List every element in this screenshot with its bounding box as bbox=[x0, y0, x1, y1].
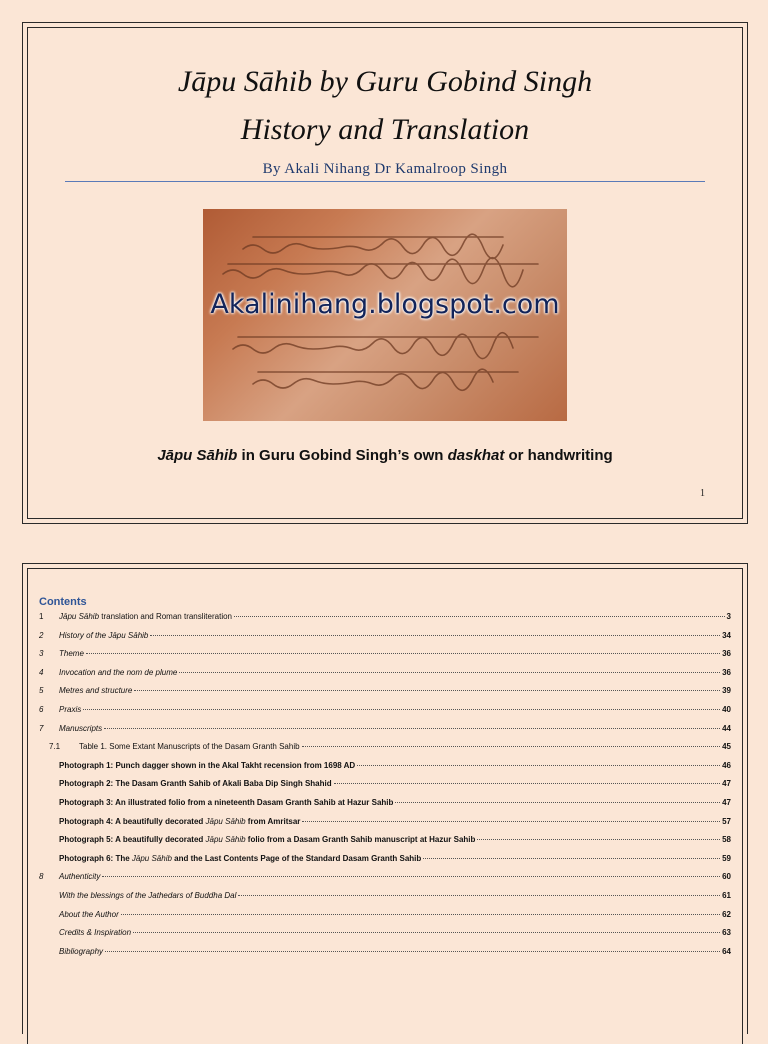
title-line-1: Jāpu Sāhib by Guru Gobind Singh bbox=[177, 65, 593, 98]
toc-leader-dots bbox=[121, 914, 720, 915]
toc-entry-label-rest: folio from a Dasam Granth Sahib manuscript at Hazur Sahib bbox=[245, 835, 476, 845]
toc-entry-page: 47 bbox=[722, 797, 731, 807]
toc-entry-page: 64 bbox=[722, 946, 731, 956]
toc-entry[interactable] bbox=[39, 947, 731, 966]
toc-entry[interactable] bbox=[39, 742, 731, 761]
toc-entry-page: 39 bbox=[722, 686, 731, 696]
toc-entry-label-text: Photograph 4: A beautifully decorated bbox=[59, 816, 206, 826]
toc-entry-page: 45 bbox=[722, 742, 731, 752]
toc-entry-number: 4 bbox=[39, 667, 44, 677]
toc-entry-page: 59 bbox=[722, 853, 731, 863]
toc-leader-dots bbox=[234, 616, 725, 617]
toc-entry-label bbox=[59, 817, 300, 826]
toc-entry-label: About the Author bbox=[59, 909, 119, 919]
toc-entry-label: Photograph 2: The Dasam Granth Sahib of Akali Baba Dip Singh Shahid bbox=[59, 779, 332, 789]
caption-text-end: or handwriting bbox=[504, 447, 613, 464]
contents-page bbox=[22, 563, 748, 1034]
toc-entry-label-text: Photograph 5: A beautifully decorated bbox=[59, 835, 206, 845]
toc-entry-number: 8 bbox=[39, 872, 44, 882]
toc-entry-label: Manuscripts bbox=[59, 723, 103, 733]
toc-entry[interactable] bbox=[39, 854, 731, 873]
toc-leader-dots bbox=[179, 672, 720, 673]
toc-entry-label bbox=[59, 854, 421, 863]
toc-entry[interactable] bbox=[39, 631, 731, 650]
contents-list bbox=[39, 612, 731, 965]
toc-entry[interactable] bbox=[39, 910, 731, 929]
manuscript-image bbox=[203, 209, 567, 421]
toc-leader-dots bbox=[105, 951, 720, 952]
toc-entry[interactable] bbox=[39, 649, 731, 668]
toc-entry[interactable] bbox=[39, 891, 731, 910]
toc-entry-number: 7.1 bbox=[49, 742, 61, 752]
toc-entry-label-text: translation and Roman transliteration bbox=[99, 612, 232, 621]
toc-entry-label: Photograph 3: An illustrated folio from a nineteenth Dasam Granth Sahib at Hazur Sahib bbox=[59, 797, 394, 807]
toc-entry[interactable] bbox=[39, 686, 731, 705]
toc-entry-number: 3 bbox=[39, 649, 44, 659]
toc-entry[interactable] bbox=[39, 724, 731, 743]
toc-leader-dots bbox=[395, 802, 720, 803]
toc-entry-page: 44 bbox=[722, 723, 731, 733]
toc-entry-label bbox=[59, 612, 232, 621]
toc-entry[interactable] bbox=[39, 928, 731, 947]
toc-leader-dots bbox=[477, 839, 720, 840]
toc-entry-label-rest: from Amritsar bbox=[245, 816, 301, 826]
toc-entry-page: 61 bbox=[722, 890, 731, 900]
toc-entry-number: 2 bbox=[39, 630, 44, 640]
toc-entry-number: 6 bbox=[39, 704, 44, 714]
toc-entry-page: 3 bbox=[726, 612, 731, 621]
toc-leader-dots bbox=[134, 690, 720, 691]
toc-leader-dots bbox=[423, 858, 720, 859]
toc-entry-number: 5 bbox=[39, 686, 44, 696]
toc-entry-label: Metres and structure bbox=[59, 686, 133, 696]
toc-entry-page: 36 bbox=[722, 667, 731, 677]
toc-entry-label: Authenticity bbox=[59, 872, 101, 882]
toc-leader-dots bbox=[133, 932, 720, 933]
toc-entry-page: 46 bbox=[722, 760, 731, 770]
toc-leader-dots bbox=[150, 635, 720, 636]
toc-entry-page: 36 bbox=[722, 649, 731, 659]
toc-entry-emphasis: Jāpu Sāhib bbox=[131, 853, 172, 863]
toc-leader-dots bbox=[102, 876, 720, 877]
toc-entry-label-text: Photograph 6: The bbox=[59, 853, 132, 863]
toc-entry[interactable] bbox=[39, 779, 731, 798]
toc-entry-number: 1 bbox=[39, 612, 44, 621]
toc-entry-label bbox=[59, 835, 475, 844]
caption-title: Jāpu Sāhib bbox=[157, 447, 238, 464]
page-number: 1 bbox=[700, 488, 705, 499]
toc-entry-page: 34 bbox=[722, 630, 731, 640]
toc-entry[interactable] bbox=[39, 612, 731, 631]
toc-entry-page: 57 bbox=[722, 816, 731, 826]
toc-entry[interactable] bbox=[39, 817, 731, 836]
toc-entry[interactable] bbox=[39, 668, 731, 687]
toc-entry-page: 63 bbox=[722, 928, 731, 938]
toc-leader-dots bbox=[334, 783, 720, 784]
toc-leader-dots bbox=[302, 746, 721, 747]
toc-entry-label: Theme bbox=[59, 649, 84, 659]
toc-entry[interactable] bbox=[39, 761, 731, 780]
title-rule bbox=[65, 181, 705, 182]
toc-entry-label-rest: and the Last Contents Page of the Standard Dasam Granth Sahib bbox=[171, 853, 422, 863]
toc-leader-dots bbox=[357, 765, 720, 766]
toc-entry-label: History of the Jāpu Sāhib bbox=[59, 630, 149, 640]
toc-entry-emphasis: Jāpu Sāhib bbox=[205, 816, 246, 826]
caption-text: in Guru Gobind Singh’s own bbox=[237, 447, 448, 464]
title-line-2: History and Translation bbox=[240, 113, 530, 146]
toc-entry-number: 7 bbox=[39, 723, 44, 733]
toc-entry-page: 58 bbox=[722, 835, 731, 845]
cover-page bbox=[22, 22, 748, 524]
blog-watermark: Akalinihang.blogspot.com bbox=[210, 289, 560, 320]
toc-entry-page: 40 bbox=[722, 704, 731, 714]
toc-leader-dots bbox=[86, 653, 720, 654]
toc-entry-label: Table 1. Some Extant Manuscripts of the Dasam Granth Sahib bbox=[79, 742, 300, 752]
toc-entry-label: Invocation and the nom de plume bbox=[59, 667, 178, 677]
toc-leader-dots bbox=[302, 821, 720, 822]
toc-entry[interactable] bbox=[39, 705, 731, 724]
toc-entry-page: 62 bbox=[722, 909, 731, 919]
toc-entry[interactable] bbox=[39, 872, 731, 891]
toc-entry-label: With the blessings of the Jathedars of Buddha Dal bbox=[59, 890, 237, 900]
toc-leader-dots bbox=[83, 709, 720, 710]
toc-entry-label: Bibliography bbox=[59, 946, 104, 956]
caption-term: daskhat bbox=[447, 447, 505, 464]
toc-entry-label: Photograph 1: Punch dagger shown in the Akal Takht recension from 1698 AD bbox=[59, 760, 356, 770]
author-byline: By Akali Nihang Dr Kamalroop Singh bbox=[262, 161, 508, 177]
toc-entry-emphasis: Jāpu Sāhib bbox=[59, 612, 100, 621]
toc-entry-page: 60 bbox=[722, 872, 731, 882]
toc-entry[interactable] bbox=[39, 835, 731, 854]
toc-entry-label: Praxis bbox=[59, 704, 82, 714]
toc-entry[interactable] bbox=[39, 798, 731, 817]
toc-entry-page: 47 bbox=[722, 779, 731, 789]
contents-heading: Contents bbox=[39, 596, 87, 608]
toc-leader-dots bbox=[104, 728, 720, 729]
toc-entry-emphasis: Jāpu Sāhib bbox=[205, 835, 246, 845]
toc-leader-dots bbox=[238, 895, 720, 896]
image-caption bbox=[23, 447, 747, 464]
toc-entry-label: Credits & Inspiration bbox=[59, 928, 132, 938]
